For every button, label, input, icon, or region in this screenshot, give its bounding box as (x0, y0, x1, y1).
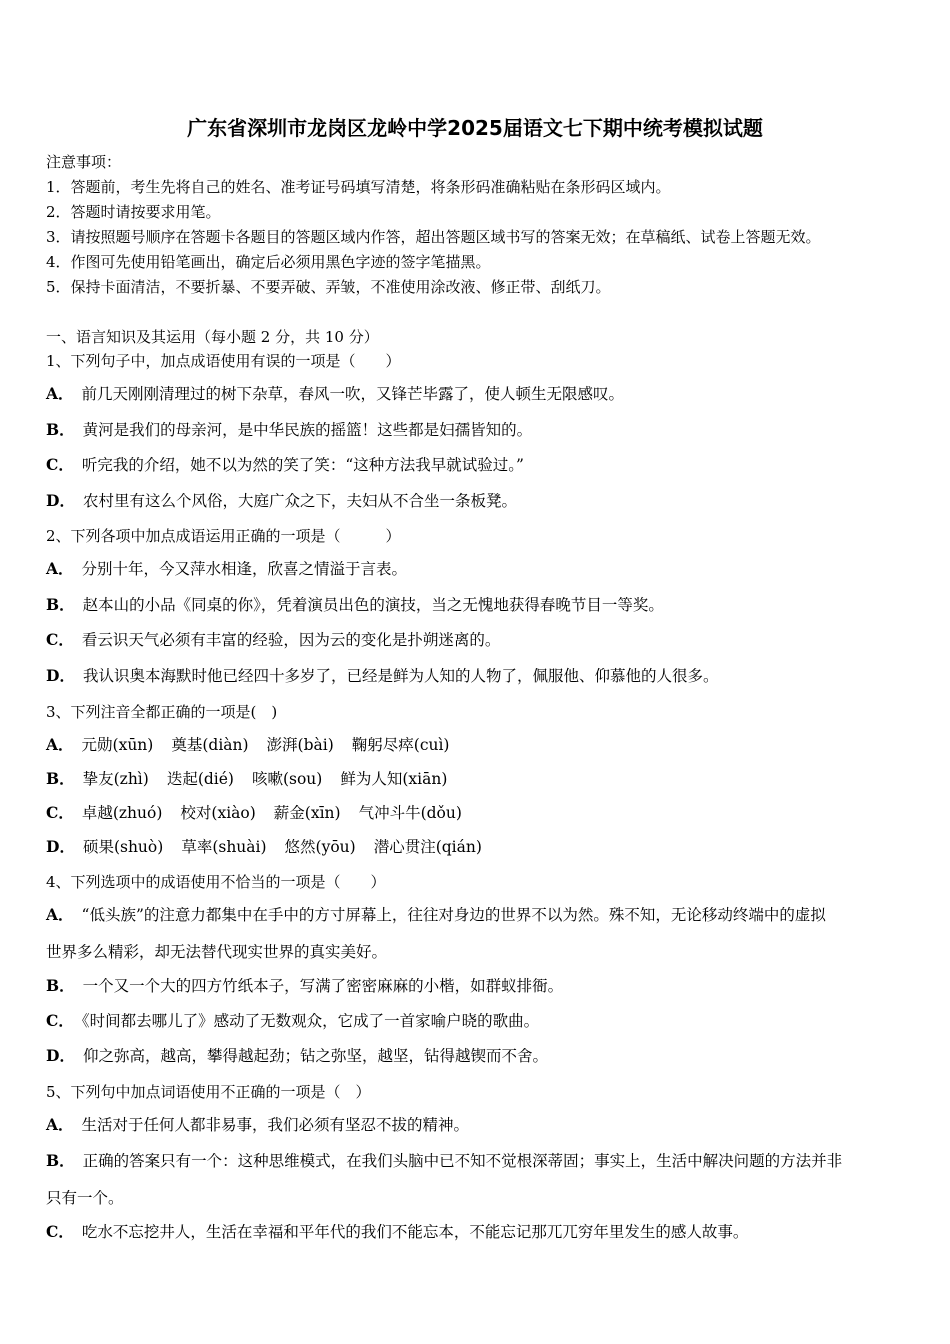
question-2-option-d (46, 666, 718, 686)
pinyin-item: 薪金(xīn) (273, 804, 341, 822)
option-text: 生活对于任何人都非易事，我们必须有坚忍不拔的精神。 (81, 1116, 470, 1134)
question-5-option-b-continued: 只有一个。 (46, 1189, 124, 1207)
option-label: C． (46, 1011, 74, 1030)
option-label: B． (46, 769, 75, 788)
pinyin-item: 迭起(dié) (166, 770, 234, 788)
question-1-option-a (46, 384, 624, 404)
option-label: C． (46, 455, 74, 474)
question-5-stem: 5、下列句中加点词语使用不正确的一项是（ ） (46, 1083, 371, 1101)
pinyin-item: 潜心贯注(qián) (373, 838, 482, 856)
option-label: B． (46, 595, 75, 614)
pinyin-item: 元勋(xūn) (81, 736, 154, 754)
pinyin-item: 咳嗽(sou) (251, 770, 323, 788)
question-1-option-c (46, 455, 524, 475)
question-4-option-d (46, 1046, 548, 1066)
option-text: 吃水不忘挖井人，生活在幸福和平年代的我们不能忘本，不能忘记那兀兀穷年里发生的感人故事。 (81, 1223, 749, 1241)
option-text: 《时间都去哪儿了》感动了无数观众，它成了一首家喻户晓的歌曲。 (81, 1012, 540, 1030)
option-text: “低头族”的注意力都集中在手中的方寸屏幕上，往往对身边的世界不以为然。殊不知，无论移动终端中的虚拟 (81, 906, 826, 924)
option-label: D． (46, 666, 75, 685)
option-text: 我认识奥本海默时他已经四十多岁了，已经是鲜为人知的人物了，佩服他、仰慕他的人很多。 (82, 667, 719, 685)
notice-item-3: 3．请按照题号顺序在答题卡各题目的答题区域内作答，超出答题区域书写的答案无效；在草稿纸、试卷上答题无效。 (46, 228, 821, 246)
option-text: 看云识天气必须有丰富的经验，因为云的变化是扑朔迷离的。 (81, 631, 501, 649)
question-5-option-a (46, 1115, 469, 1135)
option-label: A． (46, 384, 74, 403)
question-3-option-b (46, 769, 465, 789)
option-label: A． (46, 735, 74, 754)
pinyin-item: 奠基(diàn) (171, 736, 249, 754)
question-2-option-c (46, 630, 500, 650)
pinyin-item: 卓越(zhuó) (81, 804, 163, 822)
option-label: C． (46, 803, 74, 822)
question-5-option-b (46, 1151, 842, 1171)
option-label: B． (46, 1151, 75, 1170)
pinyin-item: 挚友(zhì) (82, 770, 149, 788)
question-3-option-a (46, 735, 467, 755)
notice-item-2: 2．答题时请按要求用笔。 (46, 203, 221, 221)
question-2-option-b (46, 595, 664, 615)
option-label: D． (46, 1046, 75, 1065)
question-1-stem: 1、下列句子中，加点成语使用有误的一项是（ ） (46, 352, 401, 370)
option-label: D． (46, 837, 75, 856)
pinyin-item: 校对(xiào) (180, 804, 256, 822)
section-heading-1: 一、语言知识及其运用（每小题 2 分，共 10 分） (46, 328, 379, 346)
option-text: 黄河是我们的母亲河，是中华民族的摇篮！这些都是妇孺皆知的。 (82, 421, 533, 439)
option-text: 正确的答案只有一个：这种思维模式，在我们头脑中已不知不觉根深蒂固；事实上，生活中解决问题的方法并非 (82, 1152, 843, 1170)
pinyin-item: 鞠躬尽瘁(cuì) (351, 736, 450, 754)
option-label: C． (46, 630, 74, 649)
question-3-option-c (46, 803, 480, 823)
pinyin-item: 气冲斗牛(dǒu) (358, 804, 462, 822)
option-text: 赵本山的小品《同桌的你》，凭着演员出色的演技，当之无愧地获得春晚节目一等奖。 (82, 596, 664, 614)
notice-item-1: 1．答题前，考生先将自己的姓名、准考证号码填写清楚，将条形码准确粘贴在条形码区域内。 (46, 178, 671, 196)
option-text: 一个又一个大的四方竹纸本子，写满了密密麻麻的小楷，如群蚁排衙。 (82, 977, 564, 995)
option-label: A． (46, 1115, 74, 1134)
option-label: D． (46, 491, 75, 510)
option-text: 分别十年，今又萍水相逢，欣喜之情溢于言表。 (81, 560, 408, 578)
question-1-option-d (46, 491, 517, 511)
option-label: A． (46, 905, 74, 924)
question-4-option-a-continued: 世界多么精彩，却无法替代现实世界的真实美好。 (46, 943, 388, 961)
option-text: 前几天刚刚清理过的树下杂草，春风一吹，又锋芒毕露了，使人顿生无限感叹。 (81, 385, 625, 403)
question-4-option-a (46, 905, 826, 925)
option-label: B． (46, 976, 75, 995)
notice-heading: 注意事项： (46, 153, 122, 171)
question-3-stem: 3、下列注音全都正确的一项是( ) (46, 703, 278, 721)
notice-item-4: 4．作图可先使用铅笔画出，确定后必须用黑色字迹的签字笔描黑。 (46, 253, 491, 271)
option-label: A． (46, 559, 74, 578)
page-title: 广东省深圳市龙岗区龙岭中学2025届语文七下期中统考模拟试题 (187, 116, 763, 140)
pinyin-item: 鲜为人知(xiān) (340, 770, 448, 788)
option-label: C． (46, 1222, 74, 1241)
question-5-option-c (46, 1222, 748, 1242)
notice-item-5: 5．保持卡面清洁，不要折暴、不要弄破、弄皱，不准使用涂改液、修正带、刮纸刀。 (46, 278, 611, 296)
pinyin-item: 硕果(shuò) (82, 838, 164, 856)
question-2-option-a (46, 559, 407, 579)
option-text: 仰之弥高，越高，攀得越起劲；钻之弥坚，越坚，钻得越锲而不舍。 (82, 1047, 548, 1065)
question-1-option-b (46, 420, 532, 440)
option-text: 农村里有这么个风俗，大庭广众之下，夫妇从不合坐一条板凳。 (82, 492, 517, 510)
pinyin-item: 草率(shuài) (181, 838, 267, 856)
question-2-stem: 2、下列各项中加点成语运用正确的一项是（ ） (46, 527, 401, 545)
pinyin-item: 悠然(yōu) (284, 838, 356, 856)
question-4-option-b (46, 976, 563, 996)
option-label: B． (46, 420, 75, 439)
option-text: 听完我的介绍，她不以为然的笑了笑：“这种方法我早就试验过。” (81, 456, 524, 474)
question-4-stem: 4、下列选项中的成语使用不恰当的一项是（ ） (46, 873, 386, 891)
pinyin-item: 澎湃(bài) (266, 736, 334, 754)
question-4-option-c (46, 1011, 539, 1031)
question-3-option-d (46, 837, 500, 857)
